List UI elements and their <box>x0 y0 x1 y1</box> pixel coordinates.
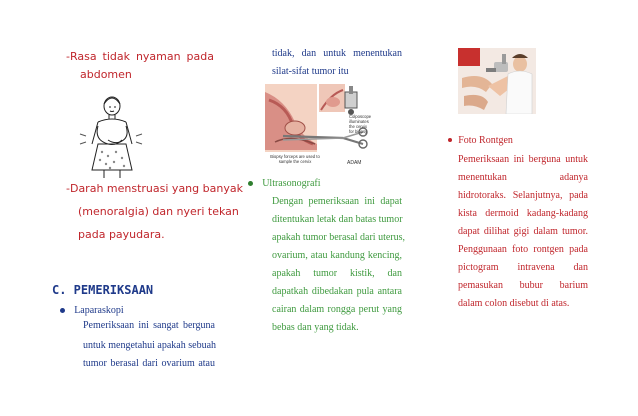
symptom-2-line-2: (menoralgia) dan nyeri tekan <box>78 205 239 218</box>
laparoskopi-line-1: Pemeriksaan ini sangat berguna <box>83 320 215 331</box>
bullet-icon <box>248 181 253 186</box>
section-heading: C. PEMERIKSAAN <box>52 283 154 297</box>
symptom-1-line-2: abdomen <box>80 68 132 81</box>
bullet-icon <box>448 138 452 142</box>
usg-line-6: dapatkah dibedakan pula antara <box>272 286 402 297</box>
bullet-item-laparoskopi <box>60 305 124 316</box>
forceps-caption: Biopsy forceps are used to sample the cervix <box>270 154 320 164</box>
usg-line-2: ditentukan letak dan batas tumor <box>272 214 403 225</box>
rontgen-line-1: Pemeriksaan ini berguna untuk <box>458 154 588 165</box>
rontgen-photo <box>458 48 536 114</box>
bullet-item-rontgen <box>448 135 513 146</box>
caption-line: illuminates <box>349 119 369 124</box>
bullet-icon <box>60 308 65 313</box>
usg-line-3: apakah tumor berasal dari uterus, <box>272 232 406 243</box>
usg-line-5: apakah tumor kistik, dan <box>272 268 402 279</box>
bullet-label: Laparaskopi <box>74 305 124 316</box>
usg-line-4: ovarium, atau kandung kencing, <box>272 250 402 261</box>
rontgen-line-6: Penggunaan foto rontgen pada <box>458 244 588 255</box>
woman-abdominal-pain-illustration <box>76 96 146 180</box>
rontgen-line-4: kista dermoid kadang-kadang <box>458 208 588 219</box>
laparoskopi-line-2: untuk mengetahui apakah sebuah <box>83 340 217 351</box>
symptom-2-line-3: pada payudara. <box>78 228 165 241</box>
symptom-2-line-1: -Darah menstruasi yang banyak <box>66 182 243 195</box>
caption-line: for biopsy <box>349 129 368 134</box>
usg-line-8: bebas dan yang tidak. <box>272 322 359 333</box>
bullet-label: Foto Rontgen <box>458 135 513 146</box>
rontgen-line-3: hidrotoraks. Selanjutnya, pada <box>458 190 588 201</box>
bullet-label: Ultrasonografi <box>262 178 321 189</box>
rontgen-photo-illustration <box>458 48 536 114</box>
rontgen-line-8: pemasukan bubur barium <box>458 280 588 291</box>
rontgen-line-2: menentukan adanya <box>458 172 588 183</box>
rontgen-line-5: dapat dilihat gigi dalam tumor. <box>458 226 588 237</box>
laparoskopi-line-3: tumor berasal dari ovarium atau <box>83 358 215 369</box>
caption-line: the cervix <box>349 124 367 129</box>
usg-line-7: cairan dalam rongga perut yang <box>272 304 402 315</box>
biopsy-figure <box>265 82 373 170</box>
figure-credit: ADAM <box>347 160 362 166</box>
symptom-1-line-1: -Rasa tidak nyaman pada <box>66 50 214 63</box>
rontgen-line-7: pictogram intravena dan <box>458 262 588 273</box>
colposcope-caption <box>349 114 371 134</box>
intro-line-2: silat-sifat tumor itu <box>272 66 349 77</box>
bullet-item-usg <box>248 178 321 189</box>
rontgen-line-9: dalam colon disebut di atas. <box>458 298 570 309</box>
caption-line: Colposcope <box>349 114 372 119</box>
usg-line-1: Dengan pemeriksaan ini dapat <box>272 196 402 207</box>
intro-line-1: tidak, dan untuk menentukan <box>272 48 402 59</box>
